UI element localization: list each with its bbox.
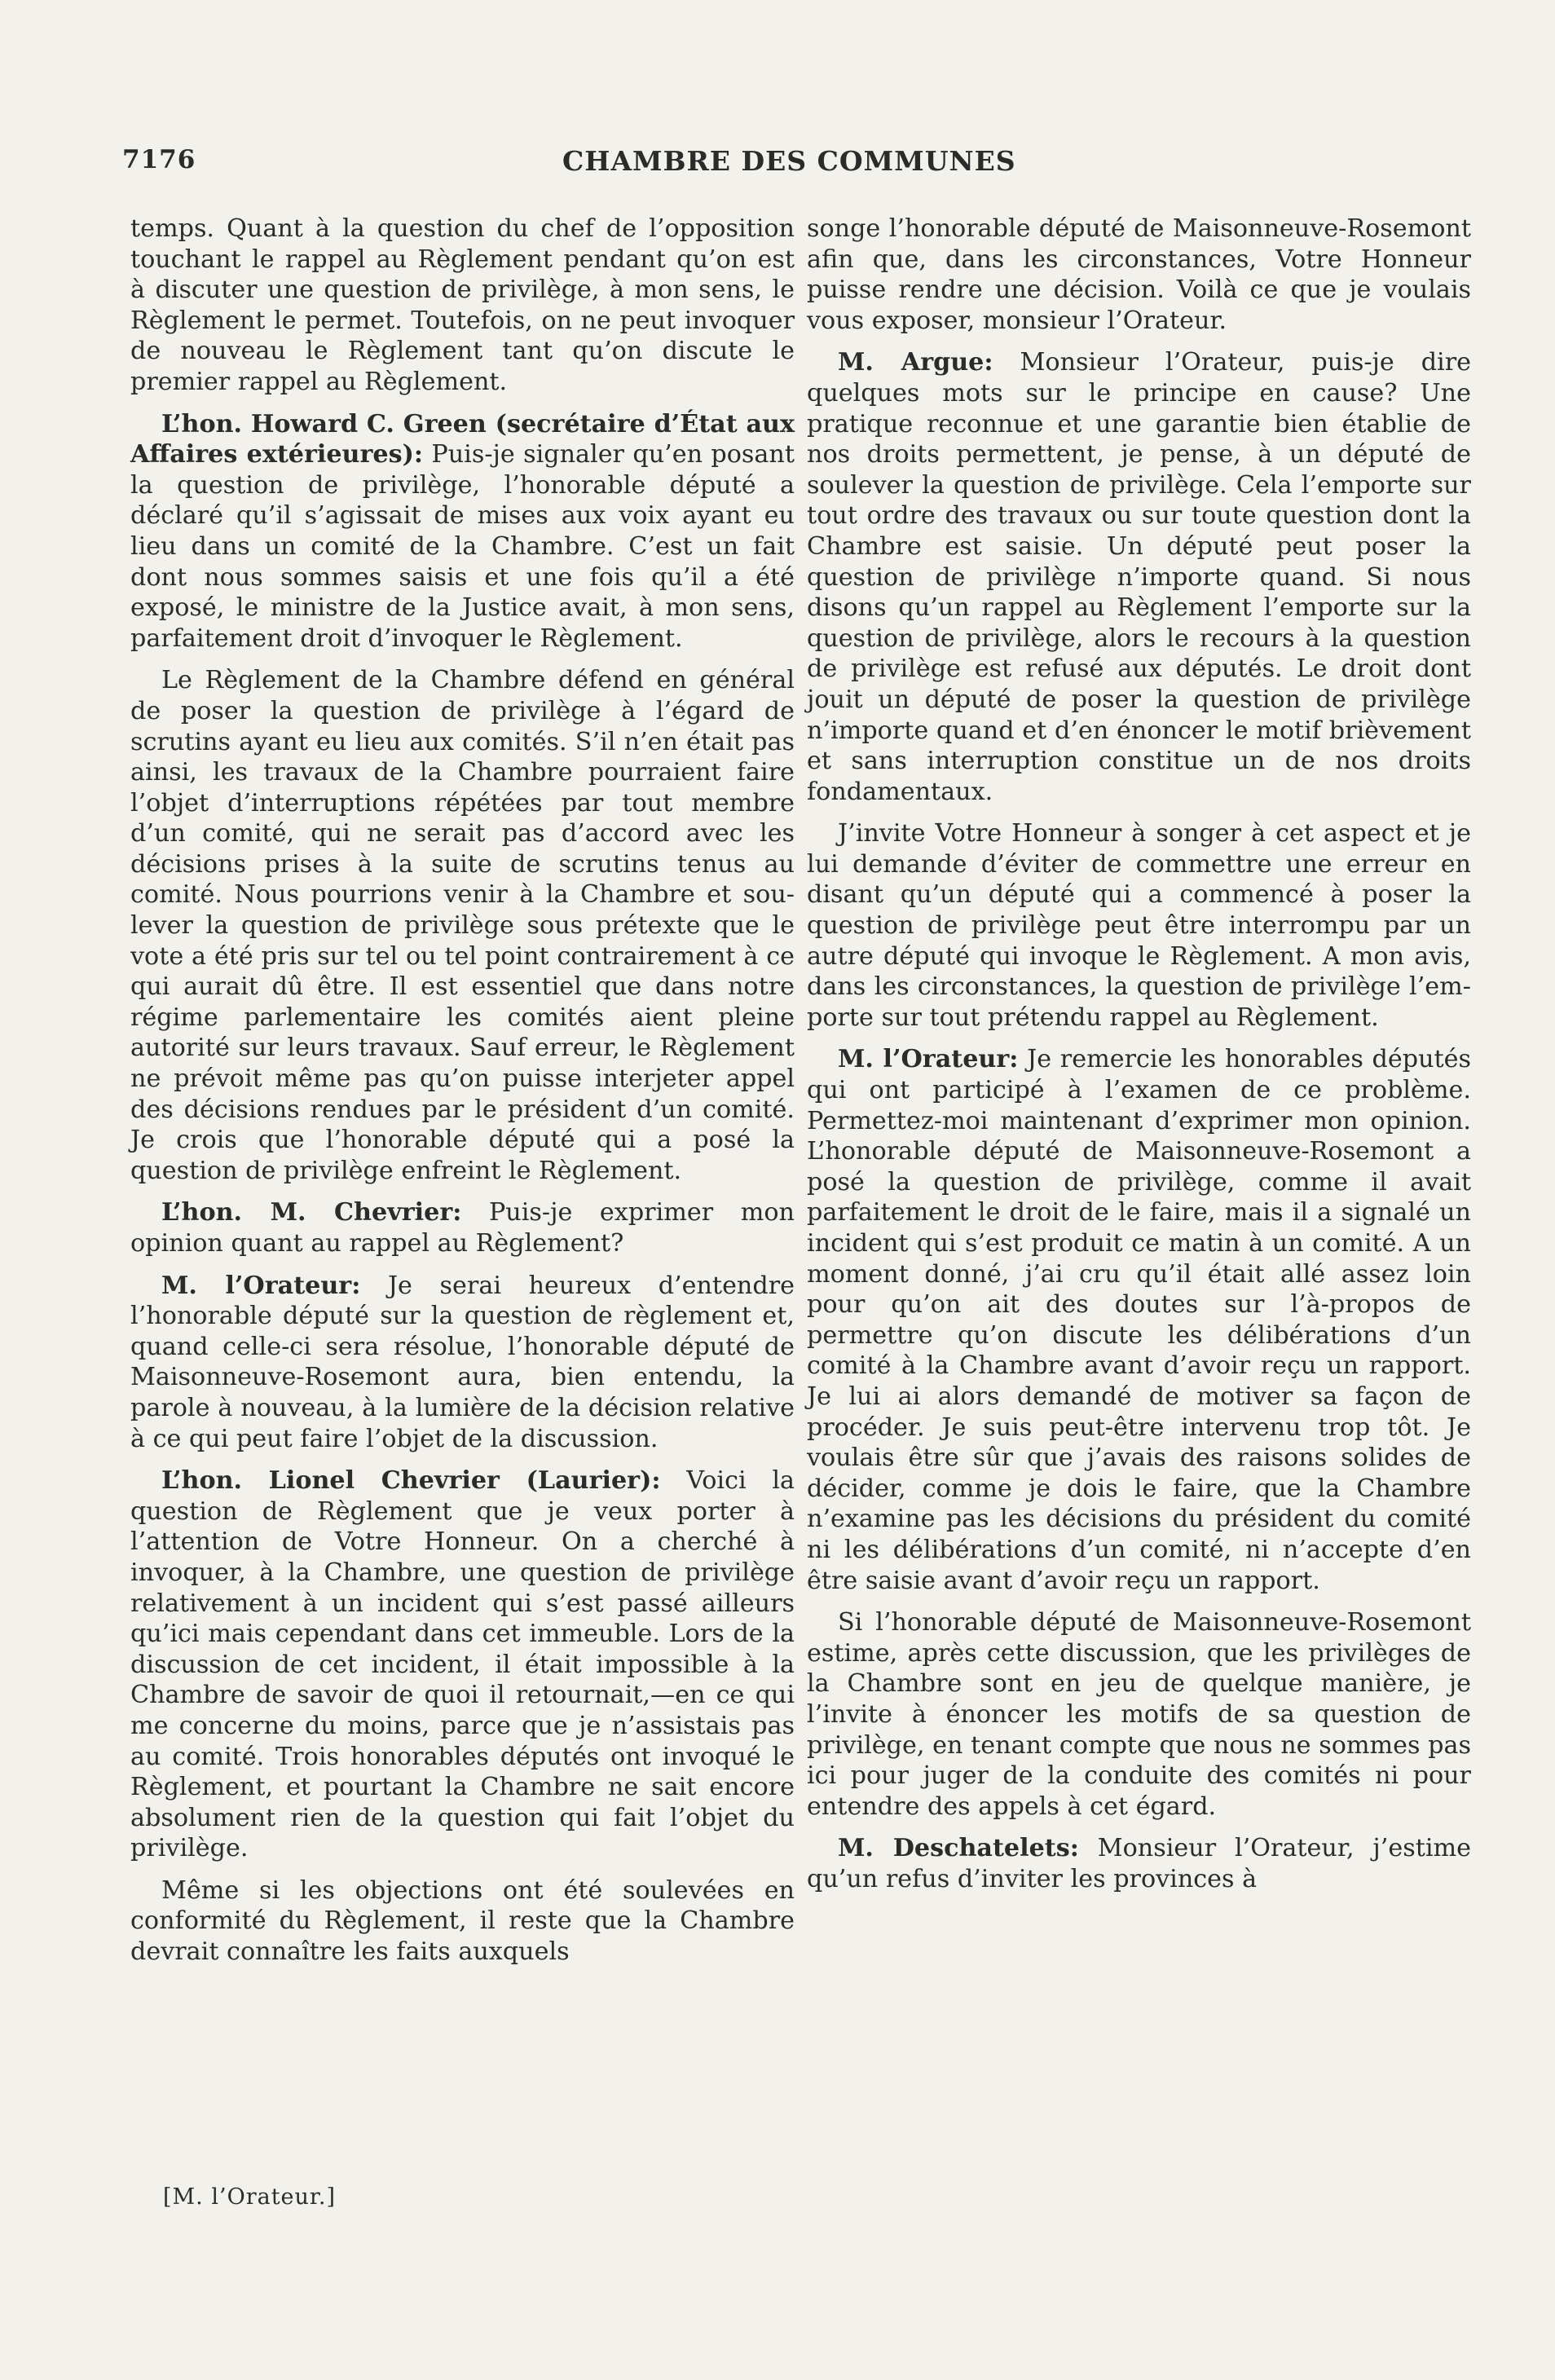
speaker-name: L’hon. M. Chevrier: bbox=[161, 1198, 462, 1227]
speech-text: Monsieur l’Orateur, puis-je dire quelques mots sur le principe en cause? Une pratique reconnue et une garantie bien établie de nos droits permettent, je pense, à un député de soulever la question de privilège. Cela l’emporte sur tout ordre des travaux ou sur toute question dont la Chambre est saisie. Un député peut poser la question de privilège n’importe quand. Si nous disons qu’un rappel au Règlement l’emporte sur la question de privilège, alors le recours à la question de privilège est refusé aux députés. Le droit dont jouit un député de poser la question de privilège n’importe quand et d’en énoncer le motif brièvement et sans interruption constitue un de nos droits fondamentaux. bbox=[807, 348, 1471, 806]
running-title: CHAMBRE DES COMMUNES bbox=[562, 145, 1016, 177]
speech-green bbox=[130, 409, 795, 654]
paragraph: Si l’honorable député de Maisonneuve-Rosemont estime, après cette discussion, que les privilèges de la Chambre sont en jeu de quelque manière, je l’invite à énoncer les motifs de sa question de privilège, en tenant compte que nous ne sommes pas ici pour juger de la conduite des comités ni pour entendre des appels à cet égard. bbox=[807, 1608, 1471, 1821]
speaker-name: M. Deschatelets: bbox=[838, 1834, 1079, 1863]
paragraph: Le Règlement de la Chambre défend en général de poser la question de privilège à l’égard de scrutins ayant eu lieu aux comités. S’il n’en était pas ainsi, les travaux de la Chambre pourraient faire l’objet d’interruptions répétées par tout membre d’un comité, qui ne serait pas d’accord avec les décisions prises à la suite de scrutins tenus au comité. Nous pourrions venir à la Chambre et soulever la question de privilège sous prétexte que le vote a été pris sur tel ou tel point contrairement à ce qui aurait dû être. Il est essentiel que dans notre régime parlementaire les comités aient pleine autorité sur leurs travaux. Sauf erreur, le Règlement ne prévoit même pas qu’on puisse interjeter appel des décisions rendues par le président d’un comité. Je crois que l’honorable député qui a posé la question de privilège enfreint le Règlement. bbox=[130, 666, 795, 1185]
speech-text: Puis-je signaler qu’en posant la question de privilège, l’honorable député a déclaré qu’il s’agissait de mises aux voix ayant eu lieu dans un comité de la Chambre. C’est un fait dont nous sommes saisis et une fois qu’il a été exposé, le ministre de la Justice avait, à mon sens, parfaitement droit d’invoquer le Règlement. bbox=[130, 440, 795, 653]
speaker-name: L’hon. Lionel Chevrier (Laurier): bbox=[161, 1466, 661, 1496]
speech-orateur bbox=[807, 1044, 1471, 1596]
speaker-name: M. l’Orateur: bbox=[838, 1045, 1019, 1074]
speaker-name: M. l’Orateur: bbox=[161, 1271, 361, 1300]
speaker-name: L’hon. Howard C. Green (secrétaire d’État aux Affaires extérieures): bbox=[130, 409, 795, 469]
paragraph: songe l’honorable député de Maisonneuve-Rosemont afin que, dans les circonstances, Votre Honneur puisse rendre une décision. Voilà ce que je voulais vous exposer, monsieur l’Orateur. bbox=[807, 214, 1471, 335]
speech-argue bbox=[807, 347, 1471, 807]
speaker-name: M. Argue: bbox=[838, 348, 993, 377]
left-column bbox=[130, 214, 795, 1979]
speech-deschatelets bbox=[807, 1833, 1471, 1894]
speech-lionel-chevrier bbox=[130, 1465, 795, 1864]
speech-orateur bbox=[130, 1271, 795, 1455]
page-footer: [M. l’Orateur.] bbox=[163, 2184, 336, 2210]
paragraph: J’invite Votre Honneur à songer à cet aspect et je lui demande d’éviter de commettre une erreur en disant qu’un député qui a commencé à poser la question de privilège peut être interrompu par un autre député qui invoque le Règlement. A mon avis, dans les circonstances, la question de privilège l’emporte sur tout prétendu rappel au Règlement. bbox=[807, 819, 1471, 1032]
page-number: 7176 bbox=[122, 145, 196, 174]
speech-text: Je serai heureux d’entendre l’honorable député sur la question de règlement et, quand celle-ci sera résolue, l’honorable député de Maisonneuve-Rosemont aura, bien entendu, la parole à nouveau, à la lumière de la décision relative à ce qui peut faire l’objet de la discussion. bbox=[130, 1271, 795, 1453]
paragraph: Même si les objections ont été soulevées en conformité du Règlement, il reste que la Chambre devrait connaître les faits auxquels bbox=[130, 1875, 795, 1967]
paragraph: temps. Quant à la question du chef de l’opposition touchant le rappel au Règlement pendant qu’on est à discuter une question de privilège, à mon sens, le Règlement le permet. Toutefois, on ne peut invoquer de nouveau le Règlement tant qu’on discute le premier rappel au Règlement. bbox=[130, 214, 795, 396]
speech-text: Monsieur l’Orateur, j’estime qu’un refus d’inviter les provinces à bbox=[807, 1834, 1471, 1893]
speech-text: Voici la question de Règlement que je veux porter à l’attention de Votre Honneur. On a cherché à invoquer, à la Chambre, une question de privilège relativement à un incident qui s’est passé ailleurs qu’ici mais cependant dans cet immeuble. Lors de la discussion de cet incident, il était impossible à la Chambre de savoir de quoi il retournait,—en ce qui me concerne du moins, parce que je n’assistais pas au comité. Trois honorables députés ont invoqué le Règlement, et pourtant la Chambre ne sait encore absolument rien de la question qui fait l’objet du privilège. bbox=[130, 1466, 795, 1863]
speech-text: Je remercie les honorables députés qui ont participé à l’examen de ce problème. Permettez-moi maintenant d’exprimer mon opinion. L’honorable député de Maisonneuve-Rosemont a posé la question de privilège, comme il avait parfaitement le droit de le faire, mais il a signalé un incident qui s’est produit ce matin à un comité. A un moment donné, j’ai cru qu’il était allé assez loin pour qu’on ait des doutes sur l’à-propos de permettre qu’on discute les délibérations d’un comité à la Chambre avant d’avoir reçu un rapport. Je lui ai alors demandé de motiver sa façon de procéder. Je suis peut-être intervenu trop tôt. Je voulais être sûr que j’avais des raisons solides de décider, comme je dois le faire, que la Chambre n’examine pas les décisions du président du comité ni les délibérations d’un comité, ni n’accepte d’en être saisie avant d’avoir reçu un rapport. bbox=[807, 1045, 1471, 1595]
speech-text: Puis-je exprimer mon opinion quant au rappel au Règlement? bbox=[130, 1198, 795, 1258]
page-header bbox=[122, 145, 1467, 194]
speech-chevrier bbox=[130, 1197, 795, 1258]
right-column bbox=[807, 214, 1471, 1906]
